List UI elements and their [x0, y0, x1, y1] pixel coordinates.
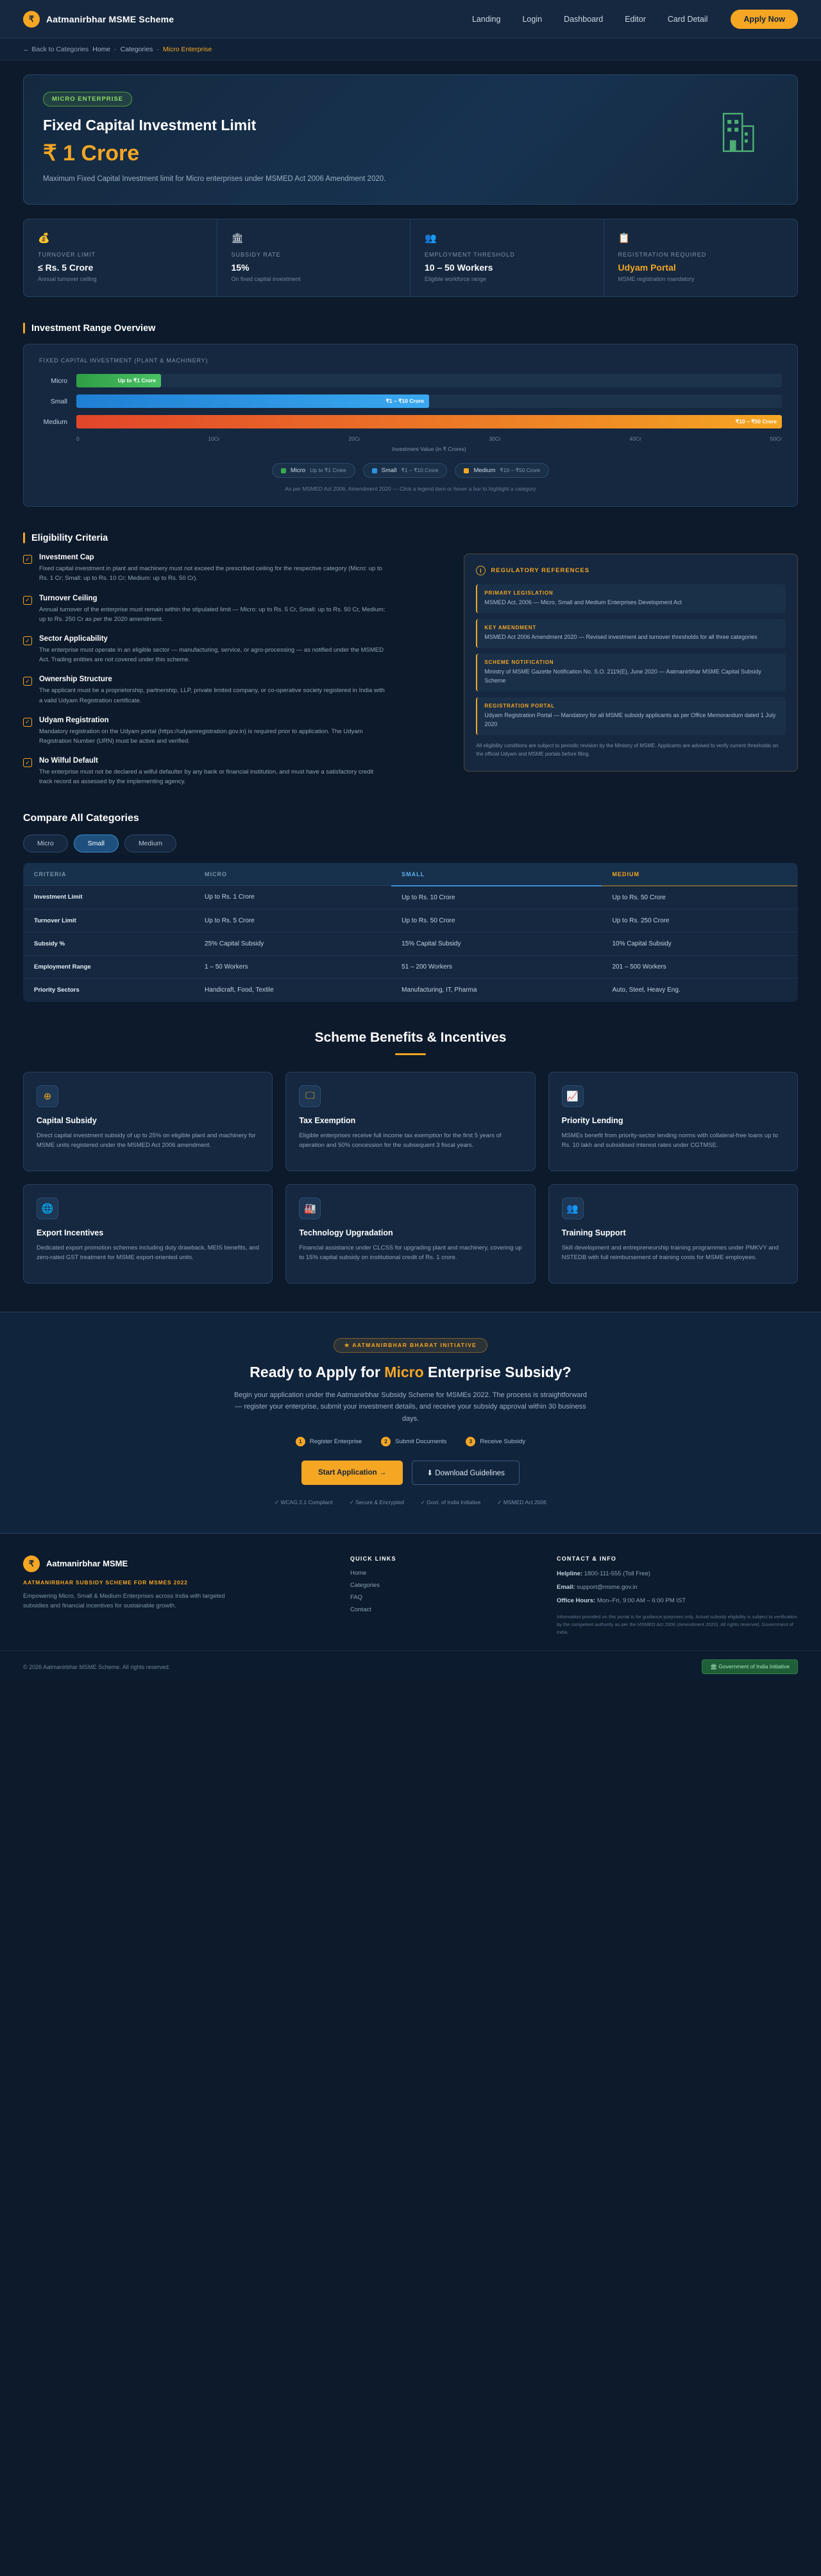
check-icon: ✓	[23, 555, 32, 564]
cell-micro: Up to Rs. 5 Crore	[194, 909, 391, 932]
footer-tagline: AATMANIRBHAR SUBSIDY SCHEME FOR MSMES 2022	[23, 1579, 188, 1586]
stat-card-turnover-limit	[24, 219, 217, 296]
stat-label: SUBSIDY RATE	[231, 251, 281, 258]
rupee-logo-icon: ₹	[23, 11, 40, 28]
capital-subsidy-icon: ⊕	[37, 1085, 58, 1107]
eligibility-text: The enterprise must operate in an eligible sector — manufacturing, service, or agro-processing — as notified under the MSMED Act. Trading entities are not covered under this scheme.	[39, 647, 384, 664]
cell-small: 51 – 200 Workers	[391, 955, 602, 978]
benefit-text: Direct capital investment subsidy of up to 25% on eligible plant and machinery for MSME units registered under the MSMED Act 2006 amendment.	[37, 1131, 256, 1149]
footer-bottom-bar	[0, 1650, 821, 1682]
hero-description: Maximum Fixed Capital Investment limit for Micro enterprises under MSMED Act 2006 Amendment 2020.	[43, 175, 386, 183]
eligibility-heading: Sector Applicability	[39, 635, 108, 643]
comparison-table	[23, 863, 798, 1002]
footer-helpline-value: 1800-111-555 (Toll Free)	[584, 1570, 650, 1577]
eligibility-text: Mandatory registration on the Udyam portal (https://udyamregistration.gov.in) is required prior to application. The Udyam Registration Number (URN) must be active and verified.	[39, 727, 363, 745]
table-row	[24, 909, 798, 932]
step-label: Receive Subsidy	[480, 1437, 526, 1445]
bar-label-medium: Medium	[43, 418, 67, 426]
cell-micro: Handicraft, Food, Textile	[205, 986, 274, 994]
nav-item-editor[interactable]: Editor	[625, 14, 646, 24]
cell-small: Manufacturing, IT, Pharma	[402, 986, 477, 994]
benefit-card-training-support	[548, 1184, 798, 1284]
eligibility-text: Fixed capital investment in plant and machinery must not exceed the prescribed ceiling for the respective category (Micro: up to Rs. 1 Cr; Small: up to Rs. 10 Cr; Medium: up to Rs. 50 Cr).	[39, 565, 382, 582]
cta-steps	[23, 1437, 798, 1446]
brand-name: Aatmanirbhar MSME Scheme	[46, 13, 174, 24]
cell-small: Up to Rs. 10 Crore	[391, 886, 602, 910]
title-underline	[395, 1053, 426, 1055]
stat-card-employment-threshold	[410, 219, 604, 296]
stat-card-registration-required	[604, 219, 798, 296]
eligibility-item	[23, 554, 451, 583]
col-small: SMALL	[391, 863, 602, 886]
coin-icon: 💰	[38, 233, 50, 244]
legend-label-micro: Micro	[290, 467, 306, 475]
chart-x-axis-title: Investment Value (in ₹ Crores)	[392, 446, 466, 453]
stat-card-subsidy-rate	[217, 219, 411, 296]
stat-value: Udyam Portal	[618, 262, 676, 273]
xtick-2: 20Cr	[348, 436, 360, 443]
cell-small: 15% Capital Subsidy	[391, 932, 602, 955]
badge-wcag: ✓ WCAG 2.1 Compliant	[275, 1498, 333, 1505]
stat-sub: Annual turnover ceiling	[38, 276, 97, 283]
stat-sub: Eligible workforce range	[425, 276, 487, 283]
step-number: 3	[466, 1437, 475, 1446]
regulatory-card	[476, 619, 786, 648]
cta-compliance-badges	[23, 1499, 798, 1506]
bar-label-small: Small	[50, 397, 67, 405]
cell-micro: Up to Rs. 1 Crore	[194, 886, 391, 910]
eligibility-item	[23, 675, 451, 705]
badge-secure: ✓ Secure & Encrypted	[349, 1498, 404, 1505]
cell-medium: Auto, Steel, Heavy Eng.	[612, 986, 681, 994]
legend-swatch-small	[372, 468, 377, 473]
stat-sub: MSME registration mandatory	[618, 276, 695, 283]
stat-value: ≤ Rs. 5 Crore	[38, 262, 94, 273]
compare-title: Compare All Categories	[23, 812, 139, 824]
regulatory-label: REGISTRATION PORTAL	[484, 703, 555, 709]
regulatory-footnote: All eligibility conditions are subject to periodic revision by the Ministry of MSME. Applicants are advised to verify current thresholds on the official Udyam and MSME portals before filing.	[476, 742, 779, 757]
breadcrumb-separator: ·	[114, 45, 117, 53]
table-row	[24, 978, 798, 1001]
regulatory-label: PRIMARY LEGISLATION	[484, 590, 554, 597]
xtick-3: 30Cr	[489, 436, 501, 443]
benefits-title: Scheme Benefits & Incentives	[314, 1030, 507, 1045]
cell-criteria: Turnover Limit	[24, 909, 195, 932]
cell-medium: 201 – 500 Workers	[602, 955, 797, 978]
cta-heading	[23, 1364, 798, 1381]
benefits-grid	[23, 1072, 798, 1284]
nav-links	[472, 15, 707, 24]
back-to-categories-link[interactable]: ← Back to Categories	[23, 45, 89, 53]
eligibility-heading: Turnover Ceiling	[39, 594, 97, 602]
regulatory-text: MSMED Act 2006 Amendment 2020 — Revised investment and turnover thresholds for all three categories	[484, 634, 758, 641]
priority-lending-icon: 📈	[562, 1085, 584, 1107]
cta-buttons	[23, 1461, 798, 1485]
legend-range-micro: Up to ₹1 Crore	[310, 467, 346, 474]
eligibility-item	[23, 635, 451, 665]
footer-brand-column	[23, 1555, 325, 1637]
eligibility-section	[23, 532, 798, 786]
xtick-1: 10Cr	[208, 436, 220, 443]
hero-amount: ₹ 1 Crore	[43, 141, 140, 165]
nav-item-landing[interactable]: Landing	[471, 14, 501, 24]
footer-link-home[interactable]: Home	[350, 1569, 367, 1577]
stat-cards	[23, 219, 798, 297]
legend-swatch-medium	[464, 468, 469, 473]
check-icon: ✓	[23, 718, 32, 727]
stat-label: TURNOVER LIMIT	[38, 251, 96, 258]
benefit-text: Financial assistance under CLCSS for upgrading plant and machinery, covering up to 15% capital subsidy on institutional credit of Rs. 1 crore.	[299, 1244, 522, 1262]
benefit-text: Dedicated export promotion schemes including duty drawback, MEIS benefits, and zero-rated GST treatment for MSME export-oriented units.	[37, 1244, 259, 1262]
xtick-4: 40Cr	[629, 436, 641, 443]
cell-medium: 10% Capital Subsidy	[602, 932, 797, 955]
legend-range-medium: ₹10 – ₹50 Crore	[500, 467, 541, 474]
cta-badge: ★ AATMANIRBHAR BHARAT INITIATIVE	[334, 1338, 488, 1353]
start-application-button[interactable]: Start Application →	[301, 1461, 403, 1485]
cell-criteria: Subsidy %	[24, 932, 195, 955]
footer-email-value[interactable]: support@msme.gov.in	[577, 1583, 638, 1591]
copyright-text: © 2026 Aatmanirbhar MSME Scheme. All rights reserved.	[23, 1663, 171, 1670]
eligibility-item	[23, 595, 451, 624]
apply-now-button[interactable]: Apply Now	[731, 10, 798, 29]
cell-criteria: Employment Range	[24, 955, 195, 978]
legend-label-small: Small	[381, 467, 397, 475]
download-guidelines-button[interactable]: ⬇ Download Guidelines	[412, 1461, 520, 1485]
footer	[0, 1534, 821, 1651]
footer-hours-value: Mon–Fri, 9:00 AM – 6:00 PM IST	[597, 1597, 686, 1605]
section-title-investment-range: Investment Range Overview	[23, 323, 798, 334]
footer-description: Empowering Micro, Small & Medium Enterprises across India with targeted subsidies and financial incentives for sustainable growth.	[23, 1592, 225, 1610]
regulatory-card	[476, 697, 786, 735]
table-row	[24, 886, 798, 910]
chart-note: As per MSMED Act 2006, Amendment 2020 — Click a legend item or hover a bar to highlight a category	[285, 486, 536, 493]
eligibility-list	[23, 554, 451, 786]
cell-small: Up to Rs. 50 Crore	[391, 909, 602, 932]
cell-criteria: Priority Sectors	[34, 986, 80, 994]
chart-bar-row-small[interactable]	[39, 394, 782, 408]
eligibility-text: The enterprise must not be declared a wilful defaulter by any bank or financial institution, and must have a satisfactory credit track record as assessed by the implementing agency.	[39, 768, 374, 786]
footer-helpline-row	[557, 1570, 798, 1579]
footer-link-categories[interactable]: Categories	[350, 1581, 380, 1589]
bar-label-micro: Micro	[51, 377, 67, 385]
eligibility-heading: Investment Cap	[39, 554, 94, 562]
col-medium: MEDIUM	[602, 863, 797, 886]
badge-govt: ✓ Govt. of India Initiative	[420, 1498, 481, 1505]
legend-label-medium: Medium	[473, 467, 496, 475]
cta-heading-highlight: Micro	[384, 1363, 424, 1380]
stat-label: EMPLOYMENT THRESHOLD	[425, 251, 515, 258]
cell-micro: 1 – 50 Workers	[194, 955, 391, 978]
footer-quick-links-heading: QUICK LINKS	[350, 1555, 396, 1562]
footer-disclaimer: Information provided on this portal is for guidance purposes only. Actual subsidy eligibility is subject to verification by the competent authority as per the MSMED Act 2006 (Amendment 2020). All rights reserved, Government of India.	[557, 1614, 797, 1636]
chart-x-axis	[76, 436, 782, 442]
tab-medium[interactable]: Medium	[124, 835, 176, 852]
footer-link-faq[interactable]: FAQ	[350, 1593, 363, 1601]
step-number: 1	[296, 1437, 305, 1446]
benefit-card-export-incentives	[23, 1184, 273, 1284]
regulatory-text: Ministry of MSME Gazette Notification No. S.O. 2119(E), June 2020 — Aatmanirbhar MSME Capital Subsidy Scheme	[484, 668, 761, 684]
export-incentives-icon: 🌐	[37, 1198, 58, 1219]
benefit-heading: Export Incentives	[37, 1228, 104, 1237]
xtick-0: 0	[76, 436, 80, 443]
cell-medium: Up to Rs. 50 Crore	[602, 886, 797, 910]
benefit-text: MSMEs benefit from priority-sector lending norms with collateral-free loans up to Rs. 10 lakh and subsidised interest rates under CGTMSE.	[561, 1131, 779, 1149]
regulatory-references-panel	[464, 554, 798, 772]
cta-section	[0, 1312, 821, 1534]
xtick-5: 50Cr	[770, 436, 782, 443]
clipboard-icon: 📋	[618, 233, 631, 244]
step-label: Register Enterprise	[309, 1437, 362, 1445]
stat-label: REGISTRATION REQUIRED	[618, 251, 707, 258]
benefit-text: Eligible enterprises receive full income tax exemption for the first 5 years of operation and 50% concession for the subsequent 3 fiscal years.	[299, 1131, 502, 1149]
breadcrumb-home[interactable]: Home	[92, 45, 111, 53]
regulatory-card	[476, 584, 786, 613]
bar-fill-micro: Up to ₹1 Crore	[76, 374, 161, 387]
table-row	[24, 932, 798, 955]
eligibility-item	[23, 757, 451, 786]
tab-small[interactable]: Small	[74, 835, 119, 852]
regulatory-label: KEY AMENDMENT	[484, 625, 537, 631]
benefit-card-priority-lending	[548, 1072, 798, 1171]
bar-fill-small: ₹1 – ₹10 Crore	[76, 394, 429, 408]
eligibility-text: The applicant must be a proprietorship, partnership, LLP, private limited company, or co-operative society registered in India with a valid Udyam Registration certificate.	[39, 687, 385, 704]
training-support-icon: 👥	[562, 1198, 584, 1219]
chart-legend	[39, 463, 782, 478]
benefits-section	[23, 1030, 798, 1284]
regulatory-header-text: REGULATORY REFERENCES	[491, 567, 590, 575]
benefit-heading: Priority Lending	[561, 1115, 623, 1125]
breadcrumb	[0, 38, 821, 60]
legend-item-medium[interactable]	[455, 463, 549, 478]
bar-track-small	[76, 394, 782, 408]
chart-bar-row-medium[interactable]	[39, 415, 782, 428]
legend-item-micro[interactable]	[272, 463, 355, 478]
tax-exemption-icon: 🖵	[299, 1085, 321, 1107]
cta-step-register	[296, 1437, 362, 1446]
legend-swatch-micro	[281, 468, 286, 473]
breadcrumb-separator-2: ·	[157, 45, 159, 53]
tab-micro[interactable]: Micro	[23, 835, 68, 852]
bar-fill-medium: ₹10 – ₹50 Crore	[76, 415, 782, 428]
cell-criteria: Investment Limit	[24, 886, 195, 910]
regulatory-label: SCHEME NOTIFICATION	[484, 659, 554, 666]
check-icon: ✓	[23, 758, 32, 767]
table-header-row	[24, 863, 798, 886]
footer-link-contact[interactable]: Contact	[350, 1606, 371, 1613]
cta-step-submit	[381, 1437, 446, 1446]
benefit-heading: Technology Upgradation	[299, 1228, 393, 1237]
regulatory-text: Udyam Registration Portal — Mandatory for all MSME subsidy applicants as per Office Memorandum dated 1 July 2020	[484, 712, 776, 727]
legend-item-small[interactable]	[363, 463, 448, 478]
people-icon: 👥	[425, 233, 437, 244]
col-criteria: CRITERIA	[24, 863, 195, 886]
bank-icon: 🏛	[231, 233, 244, 244]
cta-heading-before: Ready to Apply for	[250, 1363, 385, 1380]
col-micro: MICRO	[194, 863, 391, 886]
eligibility-heading: Ownership Structure	[39, 675, 112, 684]
footer-email-label: Email:	[557, 1583, 575, 1591]
check-icon: ✓	[23, 636, 32, 645]
nav-item-login[interactable]: Login	[522, 14, 543, 24]
stat-sub: On fixed capital investment	[231, 276, 301, 283]
badge-msmed: ✓ MSMED Act 2006	[497, 1498, 546, 1505]
breadcrumb-categories[interactable]: Categories	[120, 45, 153, 53]
chart-bar-row-micro[interactable]	[39, 374, 782, 387]
category-tabs	[23, 835, 798, 852]
cta-paragraph: Begin your application under the Aatmanirbhar Subsidy Scheme for MSMEs 2022. The process is straightforward — register your enterprise, submit your investment details, and receive your subsidy approval within 30 business days.	[233, 1391, 588, 1423]
benefit-heading: Training Support	[561, 1228, 626, 1237]
cell-medium: Up to Rs. 250 Crore	[602, 909, 797, 932]
investment-range-section	[23, 323, 798, 507]
footer-quick-links-column	[350, 1555, 531, 1637]
investment-range-chart	[23, 344, 798, 507]
table-row	[24, 955, 798, 978]
top-navbar	[0, 0, 821, 38]
footer-hours-row	[557, 1597, 798, 1606]
eligibility-text: Annual turnover of the enterprise must remain within the stipulated limit — Micro: up to Rs. 5 Cr, Small: up to Rs. 50 Cr, Medium: up to Rs. 250 Cr as per the 2020 amendment.	[39, 606, 385, 623]
benefit-heading: Tax Exemption	[299, 1115, 356, 1125]
regulatory-header	[476, 566, 786, 575]
eligibility-heading: Udyam Registration	[39, 716, 109, 724]
government-of-india-badge: 🏛 Government of India Initiative	[702, 1659, 798, 1674]
stat-value: 15%	[231, 262, 250, 273]
hero-title: Fixed Capital Investment Limit	[43, 117, 257, 133]
bar-track-micro	[76, 374, 782, 387]
footer-rupee-logo-icon: ₹	[23, 1555, 40, 1572]
benefit-card-technology-upgradation	[285, 1184, 535, 1284]
footer-hours-label: Office Hours:	[557, 1597, 596, 1605]
eligibility-heading: No Wilful Default	[39, 757, 98, 765]
chart-caption: FIXED CAPITAL INVESTMENT (PLANT & MACHINERY)	[39, 357, 208, 364]
technology-upgradation-icon: 🏭	[299, 1198, 321, 1219]
micro-enterprise-badge: MICRO ENTERPRISE	[43, 92, 132, 106]
eligibility-item	[23, 716, 451, 746]
stat-value: 10 – 50 Workers	[425, 262, 493, 273]
hero-banner	[23, 74, 798, 205]
section-title-eligibility: Eligibility Criteria	[23, 532, 798, 543]
footer-helpline-label: Helpline:	[557, 1570, 583, 1577]
legend-range-small: ₹1 – ₹10 Crore	[401, 467, 439, 474]
compare-section	[23, 813, 798, 1002]
benefit-text: Skill development and entrepreneurship training programmes under PMKVY and NSTEDB with full reimbursement of training costs for MSME employees.	[561, 1244, 779, 1262]
check-icon: ✓	[23, 596, 32, 605]
footer-contact-column	[557, 1555, 798, 1637]
nav-item-dashboard[interactable]: Dashboard	[564, 14, 604, 24]
regulatory-text: MSMED Act, 2006 — Micro, Small and Medium Enterprises Development Act	[484, 599, 682, 606]
nav-item-card-detail[interactable]: Card Detail	[667, 14, 708, 24]
benefit-card-tax-exemption	[285, 1072, 535, 1171]
cell-micro: 25% Capital Subsidy	[194, 932, 391, 955]
check-icon: ✓	[23, 677, 32, 686]
benefit-heading: Capital Subsidy	[37, 1115, 97, 1125]
bar-track-medium	[76, 415, 782, 428]
step-label: Submit Documents	[395, 1437, 447, 1445]
cta-heading-after: Enterprise Subsidy?	[423, 1363, 571, 1380]
factory-building-icon	[713, 106, 763, 156]
footer-contact-heading: CONTACT & INFO	[557, 1555, 617, 1562]
footer-brand-name: Aatmanirbhar MSME	[46, 1559, 128, 1569]
footer-email-row	[557, 1583, 798, 1592]
cta-step-receive	[466, 1437, 525, 1446]
breadcrumb-current: Micro Enterprise	[162, 45, 212, 53]
benefit-card-capital-subsidy	[23, 1072, 273, 1171]
brand[interactable]	[23, 11, 174, 28]
info-icon: I	[476, 566, 486, 575]
step-number: 2	[381, 1437, 391, 1446]
regulatory-card	[476, 654, 786, 691]
